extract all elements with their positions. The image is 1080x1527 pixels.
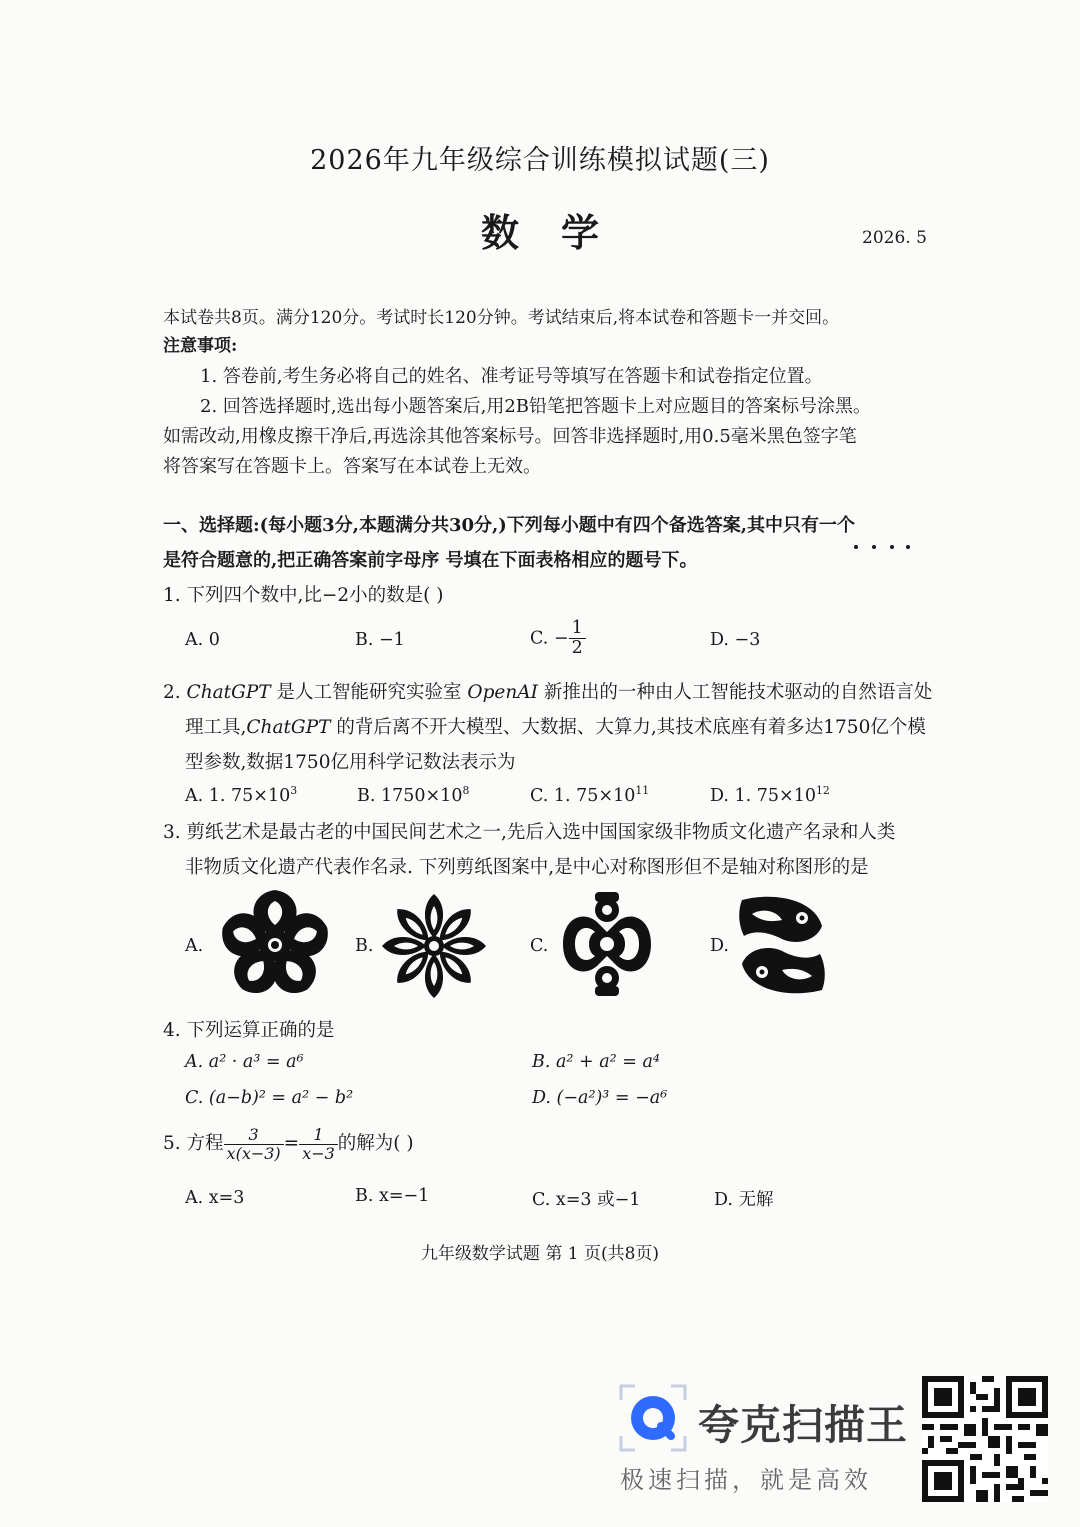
exponent: 3	[290, 784, 298, 797]
fraction-numerator: 3	[224, 1126, 284, 1145]
question-5-stem	[163, 1126, 414, 1162]
fraction-numerator: 1	[569, 619, 586, 639]
q5-prefix: 5. 方程	[163, 1133, 224, 1155]
qr-code-icon[interactable]	[922, 1376, 1048, 1502]
notice-item-1: 1. 答卷前,考生务必将自己的姓名、准考证号等填写在答题卡和试卷指定位置。	[200, 366, 823, 387]
question-2-line-2	[185, 713, 926, 739]
emphasis-dots	[850, 535, 912, 541]
question-1-option-b: B. −1	[355, 630, 405, 650]
question-1-stem: 1. 下列四个数中,比−2小的数是( )	[163, 585, 444, 606]
question-2-option-a	[185, 784, 297, 806]
question-2-line-1	[163, 678, 932, 704]
option-c-prefix: C. −	[530, 628, 569, 649]
notice-item-2-line-1: 2. 回答选择题时,选出每小题答案后,用2B铅笔把答题卡上对应题目的答案标号涂黑。	[200, 396, 872, 417]
question-4-option-a: A. a² · a³ = a⁶	[185, 1052, 304, 1072]
scanner-brand-name: 夸克扫描王	[698, 1401, 908, 1449]
question-4-option-c: C. (a−b)² = a² − b²	[185, 1088, 354, 1108]
q2-text: 2.	[163, 682, 187, 703]
question-3-option-c-label: C.	[530, 936, 549, 956]
scanner-slogan: 极速扫描，就是高效	[620, 1466, 872, 1494]
question-2-option-b	[357, 784, 469, 806]
question-1-option-d: D. −3	[710, 630, 761, 650]
section-1-instructions-line-2: 是符合题意的,把正确答案前字母序 号填在下面表格相应的题号下。	[163, 550, 698, 571]
question-5-option-b: B. x=−1	[355, 1186, 430, 1206]
fraction-denominator: x(x−3)	[226, 1143, 281, 1163]
q2-text: 新推出的一种由人工智能技术驱动的自然语言处	[537, 682, 933, 703]
question-4-option-d: D. (−a²)³ = −a⁶	[532, 1088, 668, 1108]
notice-item-2-line-2: 如需改动,用橡皮擦干净后,再选涂其他答案标号。回答非选择题时,用0.5毫米黑色签字笔	[163, 426, 857, 447]
scanner-logo-icon	[617, 1382, 689, 1458]
option-text: C. 1. 75×10	[530, 785, 636, 806]
q2-text: 是人工智能研究实验室	[270, 682, 468, 703]
question-4-option-b: B. a² + a² = a⁴	[532, 1052, 660, 1072]
notice-item-2-line-3: 将答案写在答题卡上。答案写在本试卷上无效。	[163, 456, 541, 477]
question-3-option-a-label: A.	[185, 936, 204, 956]
question-1-option-a: A. 0	[185, 630, 220, 650]
fraction-one-half	[569, 619, 586, 659]
section-1-instructions-line-1: 一、选择题:(每小题3分,本题满分共30分,)下列每小题中有四个备选答案,其中只有一个	[163, 515, 856, 536]
question-2-option-c	[530, 784, 649, 806]
option-text: A. 1. 75×10	[185, 785, 291, 806]
exponent: 11	[635, 784, 650, 797]
q5-fraction-right	[299, 1126, 338, 1162]
page-footer: 九年级数学试题 第 1 页(共8页)	[420, 1244, 660, 1264]
exam-intro: 本试卷共8页。满分120分。考试时长120分钟。考试结束后,将本试卷和答题卡一并交回。	[163, 308, 840, 328]
option-text: D. 1. 75×10	[710, 785, 816, 806]
fraction-numerator: 1	[299, 1126, 338, 1145]
q5-equals: =	[283, 1133, 300, 1155]
exam-date: 2026. 5	[862, 228, 927, 248]
question-4-stem: 4. 下列运算正确的是	[163, 1020, 335, 1041]
question-3-line-1: 3. 剪纸艺术是最古老的中国民间艺术之一,先后入选中国国家级非物质文化遗产名录和人类	[163, 822, 896, 843]
papercut-ornament-c-icon	[553, 888, 661, 1004]
papercut-fish-d-icon	[732, 890, 832, 1004]
q2-chatgpt: ChatGPT	[186, 682, 271, 703]
papercut-flower-a-icon	[218, 888, 333, 1004]
q2-chatgpt: ChatGPT	[246, 717, 331, 738]
question-3-line-2: 非物质文化遗产代表作名录. 下列剪纸图案中,是中心对称图形但不是轴对称图形的是	[185, 857, 869, 878]
q5-fraction-left	[224, 1126, 284, 1162]
question-3-option-b-label: B.	[355, 936, 374, 956]
exponent: 8	[462, 784, 470, 797]
q2-text: 的背后离不开大模型、大数据、大算力,其技术底座有着多达1750亿个模	[330, 717, 926, 738]
fraction-denominator: 2	[571, 638, 583, 659]
question-1-option-c	[530, 619, 586, 659]
question-2-option-d	[710, 784, 830, 806]
fraction-denominator: x−3	[302, 1143, 335, 1163]
question-5-option-c: C. x=3 或−1	[532, 1190, 641, 1210]
q2-openai: OpenAI	[467, 682, 538, 703]
exam-title: 2026年九年级综合训练模拟试题(三)	[310, 145, 770, 176]
q5-suffix: 的解为( )	[337, 1133, 414, 1155]
question-3-option-d-label: D.	[710, 936, 729, 956]
subject-title: 数学	[480, 210, 641, 255]
q2-text: 理工具,	[185, 717, 247, 738]
question-5-option-a: A. x=3	[185, 1188, 245, 1208]
papercut-flower-b-icon	[378, 892, 490, 1004]
notice-heading: 注意事项:	[163, 336, 238, 356]
question-2-line-3: 型参数,数据1750亿用科学记数法表示为	[185, 752, 516, 773]
option-text: B. 1750×10	[357, 785, 463, 806]
exponent: 12	[816, 784, 830, 797]
question-5-option-d: D. 无解	[714, 1190, 774, 1210]
